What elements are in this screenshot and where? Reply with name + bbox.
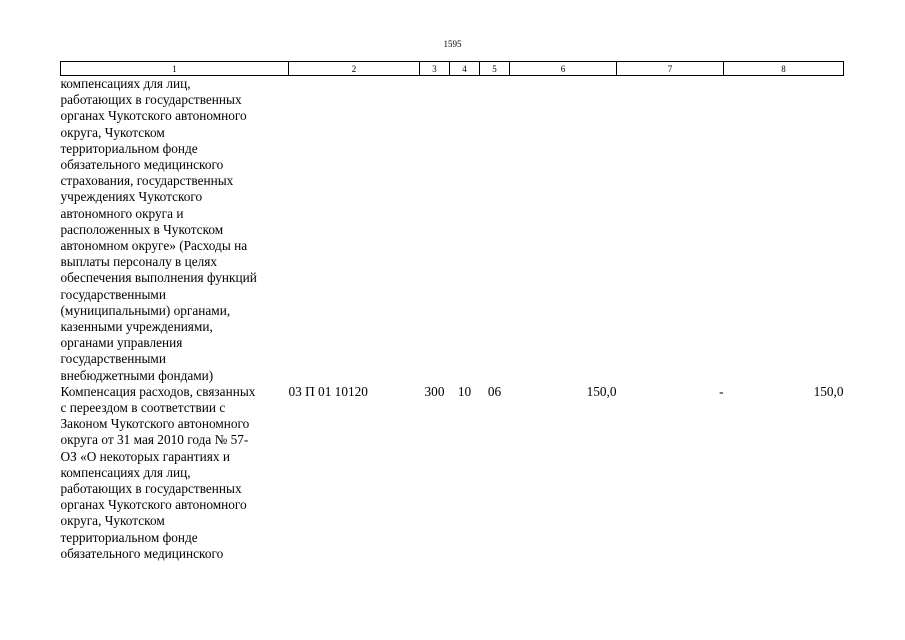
column-header-4: 4 bbox=[450, 62, 480, 76]
description-line: (муниципальными) органами, bbox=[60, 302, 231, 318]
description-line: органах Чукотского автономного bbox=[60, 108, 247, 124]
row-description bbox=[61, 384, 289, 562]
description-line: Компенсация расходов, связанных bbox=[60, 383, 256, 399]
row-col-4: 10 bbox=[457, 383, 472, 399]
column-header-1: 1 bbox=[61, 62, 289, 76]
row-col-5 bbox=[480, 76, 510, 384]
row-col-8 bbox=[724, 76, 844, 384]
description-line: ОЗ «О некоторых гарантиях и bbox=[60, 448, 230, 464]
description-line: обеспечения выполнения функций bbox=[60, 270, 257, 286]
description-line: компенсациях для лиц, bbox=[60, 464, 191, 480]
table-row bbox=[61, 384, 844, 562]
description-line: округа, Чукотском bbox=[60, 124, 165, 140]
description-line: страхования, государственных bbox=[60, 173, 234, 189]
column-header-2: 2 bbox=[289, 62, 420, 76]
description-line: территориальном фонде bbox=[60, 140, 198, 156]
row-col-5: 06 bbox=[487, 383, 502, 399]
row-col-6: 150,0 bbox=[586, 383, 617, 399]
description-line: органами управления bbox=[60, 335, 183, 351]
description-line: обязательного медицинского bbox=[60, 545, 224, 561]
row-col-4 bbox=[450, 76, 480, 384]
description-line: расположенных в Чукотском bbox=[60, 221, 224, 237]
row-code: 03 П 01 10120 bbox=[288, 383, 368, 399]
description-line: учреждениях Чукотского bbox=[60, 189, 203, 205]
page-number: 1595 bbox=[443, 39, 462, 49]
column-header-5: 5 bbox=[480, 62, 510, 76]
description-line: казенными учреждениями, bbox=[60, 319, 213, 335]
description-line: государственными bbox=[60, 286, 166, 302]
description-line: автономном округе» (Расходы на bbox=[60, 238, 248, 254]
column-header-8: 8 bbox=[724, 62, 844, 76]
column-header-3: 3 bbox=[420, 62, 450, 76]
column-header-7: 7 bbox=[617, 62, 724, 76]
description-line: работающих в государственных bbox=[60, 92, 242, 108]
description-line: работающих в государственных bbox=[60, 481, 242, 497]
row-col-8: 150,0 bbox=[813, 383, 844, 399]
row-col-6 bbox=[510, 76, 617, 384]
description-line: внебюджетными фондами) bbox=[60, 367, 214, 383]
table-row bbox=[61, 76, 844, 384]
description-line: компенсациях для лиц, bbox=[60, 76, 191, 91]
row-description bbox=[61, 76, 289, 384]
row-col-7: - bbox=[719, 383, 724, 399]
column-number-header-row bbox=[61, 62, 844, 76]
description-line: округа от 31 мая 2010 года № 57- bbox=[60, 432, 249, 448]
row-col-3 bbox=[420, 76, 450, 384]
description-line: органах Чукотского автономного bbox=[60, 497, 247, 513]
description-line: обязательного медицинского bbox=[60, 157, 224, 173]
description-line: государственными bbox=[60, 351, 166, 367]
description-line: выплаты персоналу в целях bbox=[60, 254, 218, 270]
row-col-7 bbox=[617, 76, 724, 384]
description-line: с переездом в соответствии с bbox=[60, 400, 226, 416]
description-line: округа, Чукотском bbox=[60, 513, 165, 529]
description-line: Законом Чукотского автономного bbox=[60, 416, 250, 432]
column-header-6: 6 bbox=[510, 62, 617, 76]
row-col-3: 300 bbox=[424, 383, 445, 399]
budget-table bbox=[60, 61, 844, 562]
description-line: автономного округа и bbox=[60, 205, 184, 221]
description-line: территориальном фонде bbox=[60, 529, 198, 545]
row-code bbox=[289, 76, 420, 384]
